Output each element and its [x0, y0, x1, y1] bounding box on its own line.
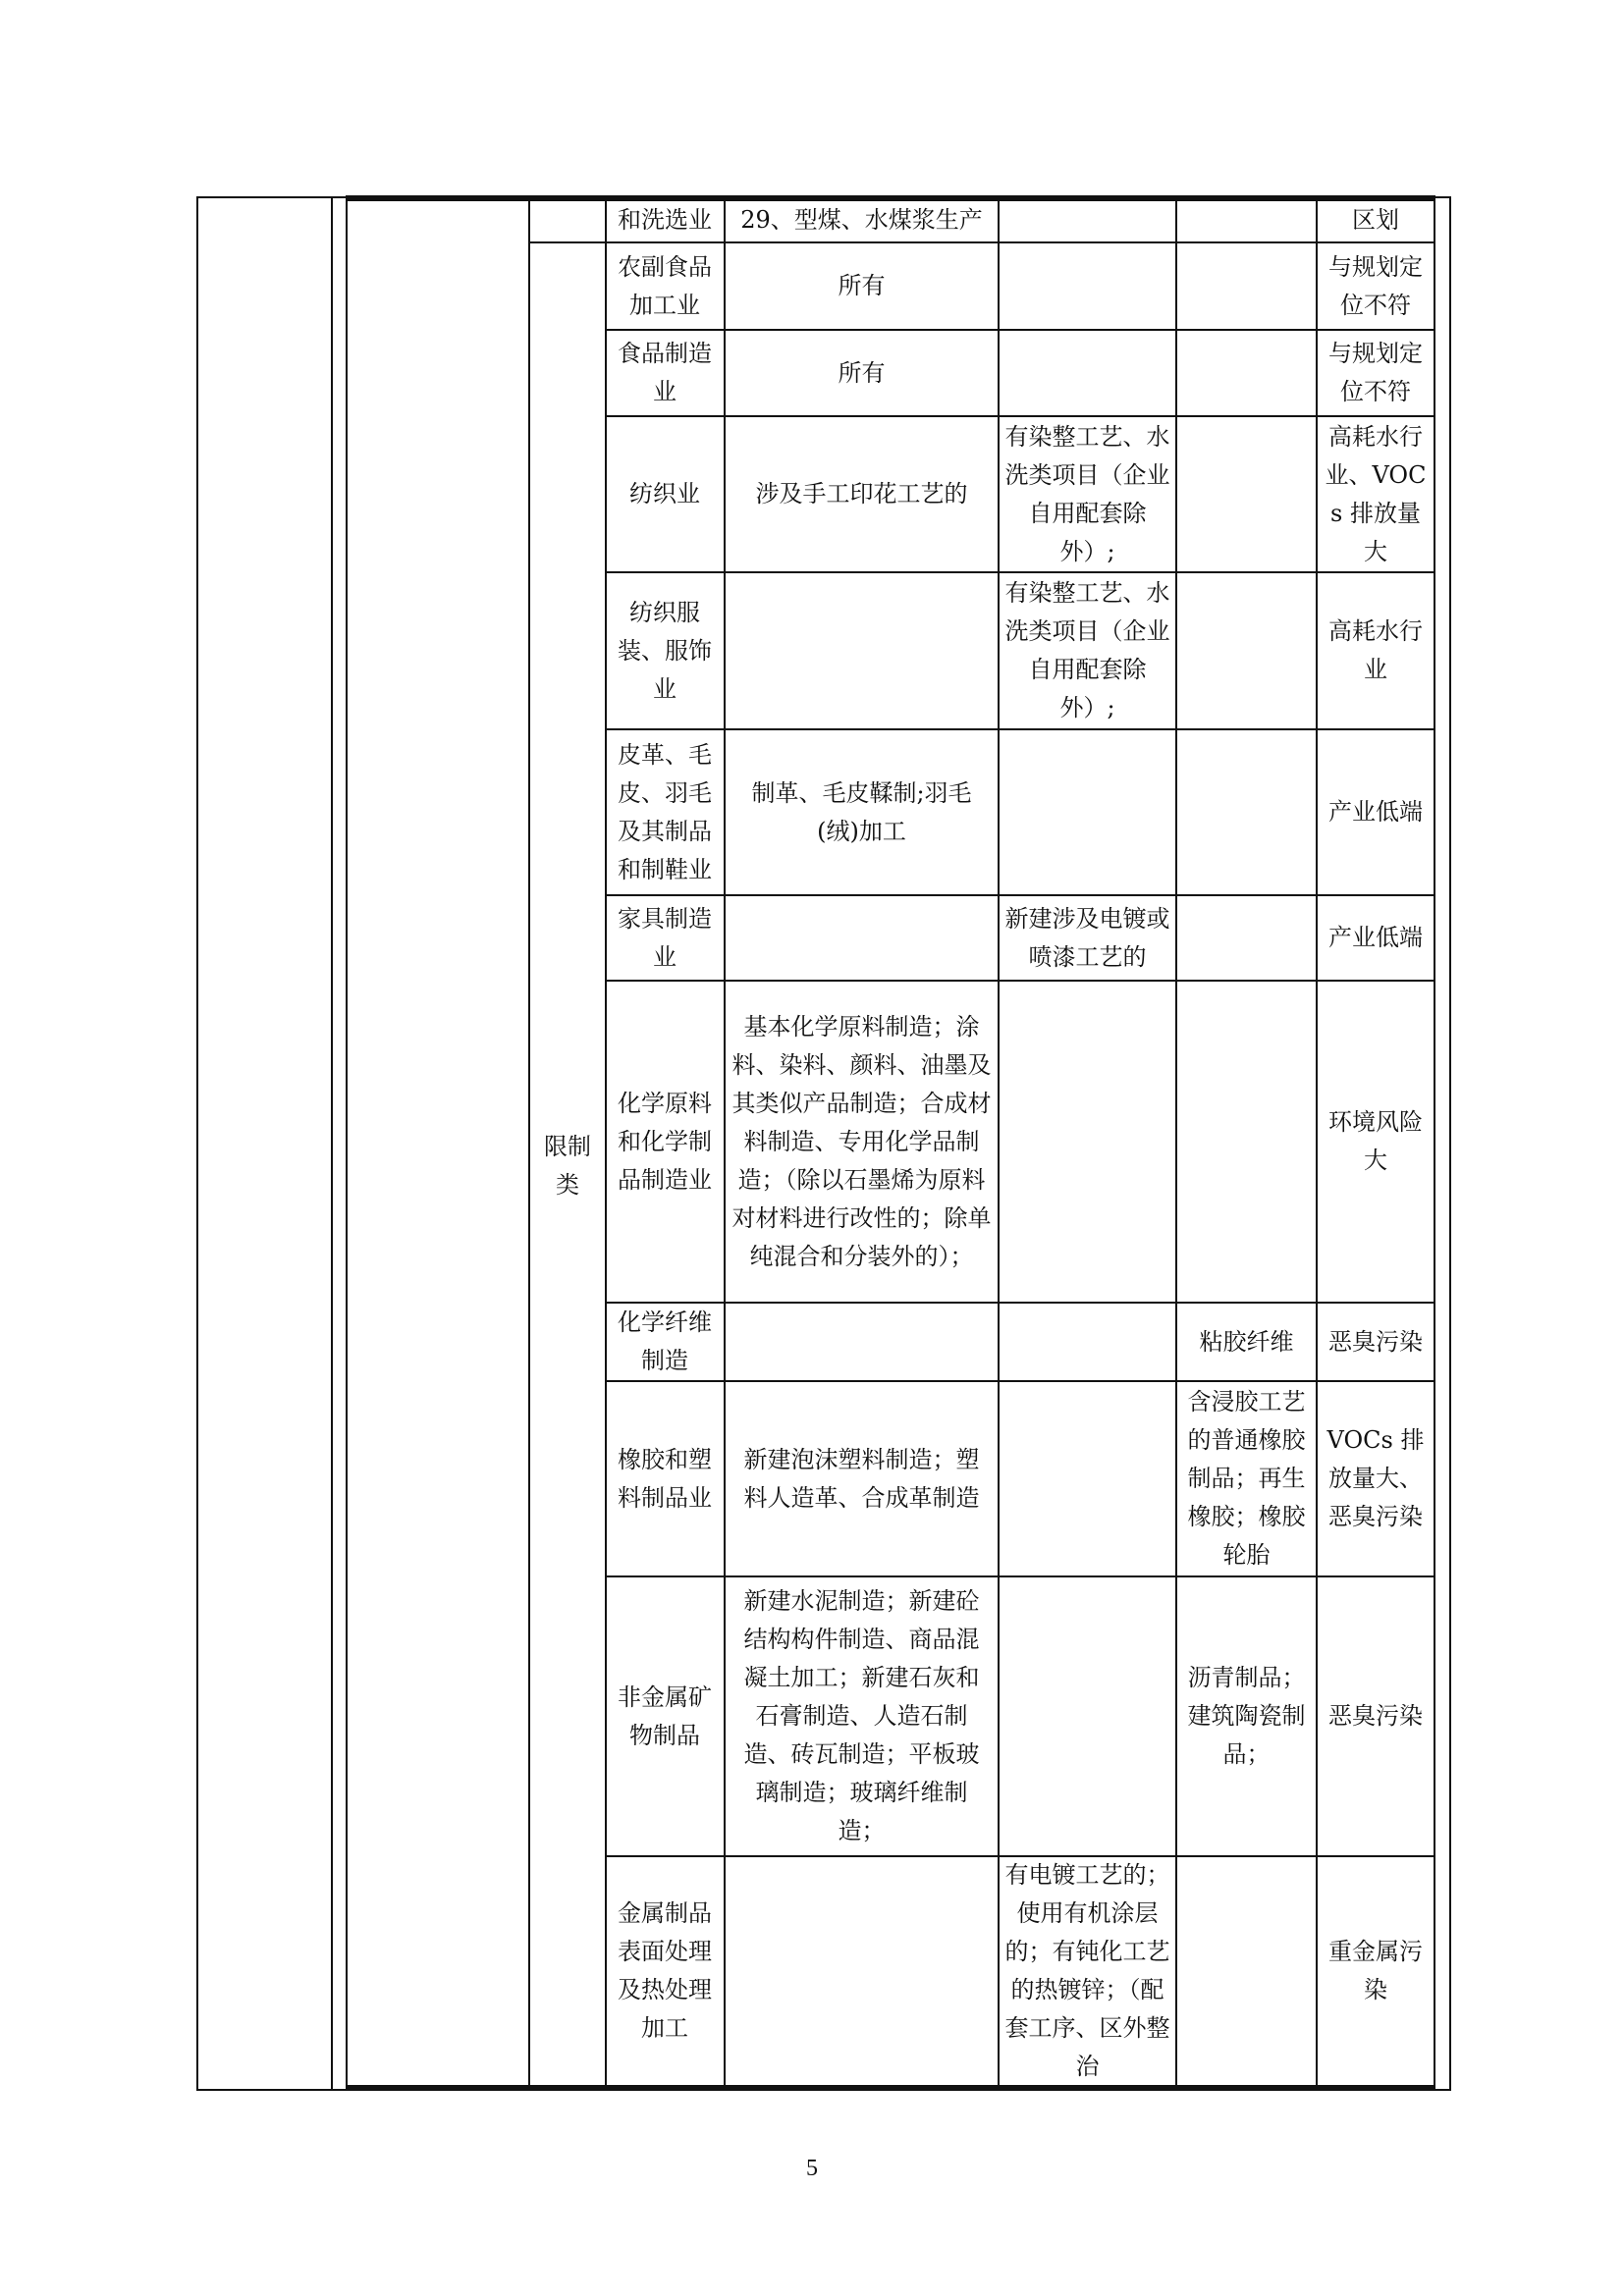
- first-row-industry: 和洗选业: [618, 205, 712, 234]
- row-col-a: 新建水泥制造；新建砼结构构件制造、商品混凝土加工；新建石灰和石膏制造、人造石制造、砖瓦制造；平板玻璃制造；玻璃纤维制造；: [743, 1587, 980, 1844]
- row-col-a: [726, 896, 998, 980]
- col-line-0: [196, 196, 198, 2091]
- row-col-a: [726, 573, 998, 728]
- row-col-a: [726, 1857, 998, 2085]
- row-col-a: 涉及手工印花工艺的: [755, 480, 968, 507]
- row-industry: 非金属矿物制品: [618, 1682, 712, 1749]
- row-reason: VOCs 排放量大、恶臭污染: [1326, 1426, 1425, 1530]
- first-row-col-a: 29、型煤、水煤浆生产: [740, 205, 983, 234]
- row-col-c: [1177, 417, 1316, 571]
- col-line-1: [331, 196, 333, 2091]
- row-reason: 环境风险大: [1328, 1108, 1423, 1174]
- col-line-9: [1434, 196, 1435, 2091]
- col-line-10: [1449, 196, 1451, 2091]
- row-col-b: [1000, 1304, 1175, 1380]
- row-industry: 纺织业: [629, 480, 700, 507]
- first-row-reason: 区划: [1352, 205, 1399, 234]
- row-reason: 与规划定位不符: [1328, 252, 1423, 319]
- row-col-c: [1177, 896, 1316, 980]
- row-industry: 皮革、毛皮、羽毛及其制品和制鞋业: [618, 740, 712, 883]
- row-reason: 恶臭污染: [1328, 1702, 1423, 1730]
- row-reason: 产业低端: [1328, 924, 1423, 951]
- row-col-b: [1000, 1382, 1175, 1575]
- row-col-c: [1177, 243, 1316, 329]
- row-col-a: 基本化学原料制造；涂料、染料、颜料、油墨及其类似产品制造；合成材料制造、专用化学品制造；（除以石墨烯为原料对材料进行改性的；除单纯混合和分装外的）；: [731, 1012, 992, 1270]
- table-bottom-border-thick: [346, 2085, 1435, 2091]
- row-col-a: 所有: [838, 358, 886, 387]
- row-col-a: 制革、毛皮鞣制;羽毛(绒)加工: [751, 778, 972, 845]
- row-industry: 食品制造业: [618, 340, 712, 405]
- row-reason: 恶臭污染: [1328, 1327, 1423, 1356]
- row-industry: 农副食品加工业: [618, 252, 712, 319]
- row-col-b: 有染整工艺、水洗类项目（企业自用配套除外）;: [1004, 422, 1170, 565]
- row-col-b: [1000, 730, 1175, 894]
- row-reason: 高耗水行业、VOCs 排放量大: [1325, 422, 1427, 565]
- col-line-2: [346, 196, 348, 2091]
- row-col-b: 有染整工艺、水洗类项目（企业自用配套除外）;: [1004, 579, 1170, 721]
- row-col-c: [1177, 982, 1316, 1302]
- row-col-b: [1000, 982, 1175, 1302]
- row-industry: 家具制造业: [618, 904, 712, 971]
- row-col-a: 所有: [838, 272, 886, 299]
- row-col-c: [1177, 730, 1316, 894]
- row-industry: 橡胶和塑料制品业: [618, 1445, 712, 1512]
- row-industry: 化学纤维制造: [618, 1308, 712, 1374]
- row-col-c: [1177, 1857, 1316, 2085]
- row-col-a: [726, 1304, 998, 1380]
- row-reason: 产业低端: [1328, 798, 1423, 826]
- row-industry: 金属制品表面处理及热处理加工: [618, 1899, 712, 2042]
- first-row-col-b: [1000, 198, 1175, 241]
- row-col-b: [1000, 243, 1175, 329]
- row-col-c: 含浸胶工艺的普通橡胶制品；再生橡胶；橡胶轮胎: [1187, 1388, 1306, 1569]
- row-col-a: 新建泡沫塑料制造；塑料人造革、合成革制造: [743, 1445, 980, 1512]
- first-row-col-c: [1177, 198, 1316, 241]
- row-col-b: [1000, 1577, 1175, 1855]
- row-col-c: 沥青制品；建筑陶瓷制品；: [1187, 1664, 1306, 1768]
- category-label: 限制类: [544, 1133, 591, 1199]
- row-col-b: [1000, 331, 1175, 415]
- row-col-c: [1177, 573, 1316, 728]
- row-reason: 与规划定位不符: [1328, 340, 1423, 405]
- row-industry: 纺织服装、服饰业: [618, 598, 712, 703]
- row-col-c: [1177, 331, 1316, 415]
- row-col-b: 有电镀工艺的；使用有机涂层的；有钝化工艺的热镀锌；（配套工序、区外整治: [1004, 1861, 1170, 2080]
- row-reason: 重金属污染: [1328, 1938, 1423, 2003]
- page-number: 5: [806, 2156, 818, 2181]
- row-col-b: 新建涉及电镀或喷漆工艺的: [1004, 904, 1170, 971]
- row-industry: 化学原料和化学制品制造业: [618, 1089, 712, 1194]
- row-col-c: 粘胶纤维: [1199, 1327, 1294, 1356]
- row-reason: 高耗水行业: [1328, 617, 1423, 683]
